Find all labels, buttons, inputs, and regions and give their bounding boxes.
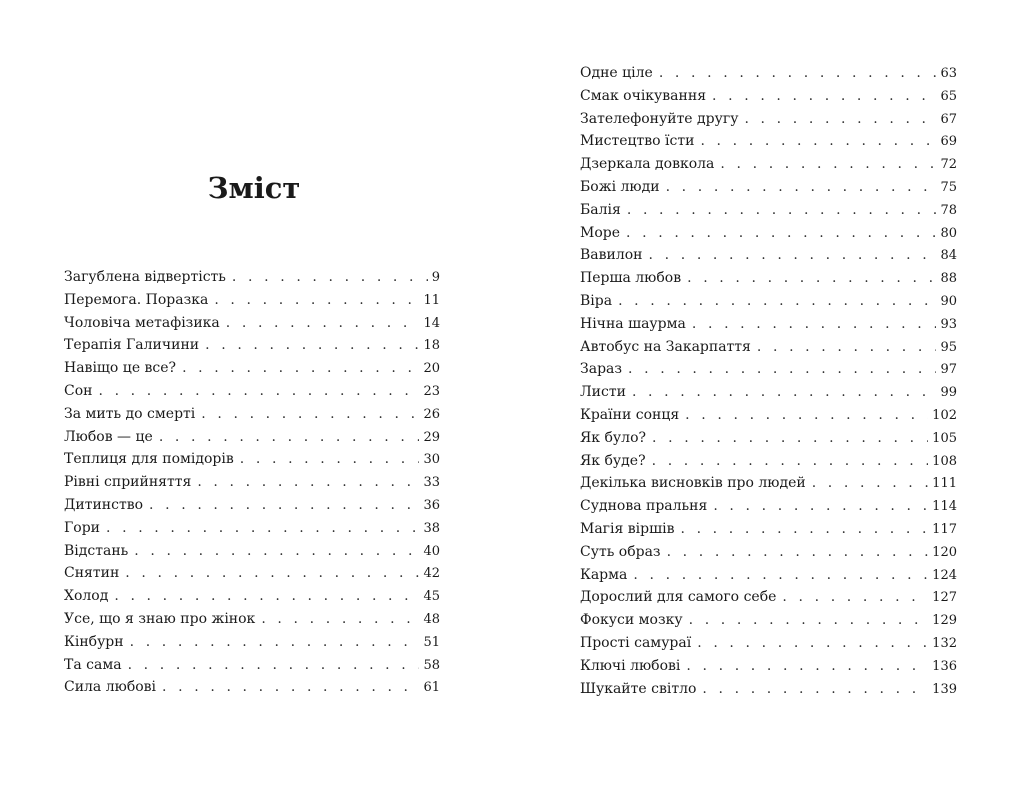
toc-entry-title: Балія	[580, 201, 621, 218]
toc-entry-page-number: 117	[932, 521, 957, 537]
dot-leader	[182, 357, 419, 380]
toc-entry	[580, 130, 957, 153]
dot-leader	[618, 290, 936, 313]
dot-leader	[162, 676, 419, 699]
toc-entry-title: Загублена відвертість	[64, 269, 226, 285]
toc-entry-title: Карма	[580, 566, 628, 583]
toc-entry	[580, 427, 957, 450]
dot-leader	[627, 199, 937, 222]
dot-leader	[666, 176, 937, 199]
toc-entry-title: Перша любов	[580, 270, 682, 287]
dot-leader	[720, 153, 936, 176]
toc-entry-page-number: 129	[932, 613, 957, 629]
dot-leader	[652, 450, 929, 473]
toc-entry	[64, 562, 440, 585]
toc-entry	[580, 290, 957, 313]
dot-leader	[130, 631, 420, 654]
toc-entry-page-number: 124	[932, 567, 957, 583]
dot-leader	[680, 518, 928, 541]
toc-entry	[580, 541, 957, 564]
toc-entry-title: Країни сонця	[580, 406, 680, 423]
toc-entry-page-number: 97	[940, 362, 957, 378]
toc-entry-page-number: 11	[423, 292, 440, 308]
toc-entry	[580, 108, 957, 131]
toc-list-right	[580, 62, 957, 700]
dot-leader	[757, 336, 937, 359]
toc-entry-title: Шукайте світло	[580, 680, 697, 697]
dot-leader	[632, 381, 937, 404]
toc-entry	[580, 336, 957, 359]
toc-entry	[64, 494, 440, 517]
toc-entry	[580, 632, 957, 655]
toc-entry-title: Віра	[580, 292, 613, 309]
toc-entry	[580, 199, 957, 222]
toc-entry	[64, 334, 440, 357]
toc-list-left	[64, 266, 440, 699]
toc-entry	[580, 404, 957, 427]
dot-leader	[652, 427, 928, 450]
toc-entry	[580, 609, 957, 632]
toc-entry-title: Відстань	[64, 542, 129, 559]
toc-entry	[64, 631, 440, 654]
toc-entry-title: Усе, що я знаю про жінок	[64, 610, 256, 627]
dot-leader	[205, 334, 419, 357]
toc-entry-page-number: 40	[423, 543, 440, 559]
toc-entry-title: Автобус на Закарпаття	[580, 338, 751, 355]
dot-leader	[697, 632, 928, 655]
dot-leader	[114, 585, 419, 608]
toc-entry	[580, 678, 957, 701]
toc-entry-page-number: 42	[423, 566, 440, 582]
toc-entry-page-number: 48	[423, 611, 440, 627]
toc-entry	[580, 655, 957, 678]
toc-entry-page-number: 23	[423, 383, 440, 399]
toc-entry-title: Прості самураї	[580, 634, 692, 651]
toc-entry-page-number: 29	[423, 429, 440, 445]
toc-entry	[580, 222, 957, 245]
dot-leader	[134, 540, 419, 563]
toc-entry-title: Гори	[64, 519, 100, 536]
toc-entry-title: Як буде?	[580, 452, 646, 469]
toc-entry-page-number: 132	[932, 635, 957, 651]
toc-entry-title: Дорослий для самого себе	[580, 589, 777, 606]
toc-entry-title: Ключі любові	[580, 657, 681, 674]
toc-entry	[64, 471, 440, 494]
dot-leader	[214, 289, 419, 312]
toc-entry	[580, 518, 957, 541]
toc-entry	[64, 357, 440, 380]
toc-entry	[580, 586, 957, 609]
toc-entry	[64, 289, 440, 312]
toc-entry-title: Листи	[580, 384, 626, 401]
toc-entry-title: Суднова пральня	[580, 498, 708, 515]
dot-leader	[159, 426, 420, 449]
toc-entry-page-number: 61	[423, 680, 440, 696]
toc-entry-title: Кінбурн	[64, 633, 124, 650]
toc-entry-page-number: 26	[423, 406, 440, 422]
toc-entry-page-number: 127	[932, 590, 957, 606]
toc-entry	[64, 380, 440, 403]
toc-entry-title: Навіщо це все?	[64, 360, 177, 377]
toc-entry	[580, 244, 957, 267]
dot-leader	[702, 678, 928, 701]
toc-entry-page-number: 63	[940, 66, 957, 81]
toc-entry	[580, 62, 957, 85]
toc-entry-title: Нічна шаурма	[580, 315, 686, 332]
toc-entry	[580, 267, 957, 290]
dot-leader	[692, 313, 937, 336]
dot-leader	[149, 494, 419, 517]
dot-leader	[98, 380, 419, 403]
toc-entry-page-number: 20	[423, 361, 440, 377]
dot-leader	[712, 85, 936, 108]
toc-entry-page-number: 99	[940, 385, 957, 401]
toc-entry-title: Магія віршів	[580, 520, 675, 537]
dot-leader	[782, 586, 928, 609]
dot-leader	[689, 609, 929, 632]
toc-entry-page-number: 9	[431, 270, 440, 285]
toc-entry-title: Любов — це	[64, 428, 153, 445]
toc-entry-title: Сила любові	[64, 679, 157, 696]
toc-entry-title: Снятин	[64, 565, 120, 582]
toc-entry	[580, 176, 957, 199]
dot-leader	[687, 267, 936, 290]
dot-leader	[232, 266, 428, 289]
toc-entry	[580, 495, 957, 518]
toc-entry-title: Зараз	[580, 361, 623, 378]
dot-leader	[201, 403, 419, 426]
toc-entry-title: Море	[580, 224, 621, 241]
toc-entry-page-number: 114	[932, 499, 957, 515]
toc-entry-page-number: 38	[423, 520, 440, 536]
toc-entry-title: Теплиця для помідорів	[64, 451, 234, 468]
toc-entry-title: Та сама	[64, 656, 122, 673]
dot-leader	[628, 358, 936, 381]
toc-entry-page-number: 72	[940, 157, 957, 173]
dot-leader	[700, 130, 936, 153]
dot-leader	[744, 108, 936, 131]
toc-entry-title: Смак очікування	[580, 87, 707, 104]
toc-entry-title: Холод	[64, 588, 109, 605]
toc-entry-page-number: 51	[423, 634, 440, 650]
toc-entry-page-number: 108	[932, 453, 957, 469]
toc-entry-page-number: 36	[423, 497, 440, 513]
toc-entry	[64, 448, 440, 471]
toc-entry	[580, 153, 957, 176]
dot-leader	[686, 655, 928, 678]
toc-entry-title: Суть образ	[580, 543, 661, 560]
toc-entry-page-number: 58	[423, 657, 440, 673]
toc-entry	[580, 450, 957, 473]
toc-entry	[64, 266, 440, 289]
toc-entry-page-number: 65	[940, 88, 957, 104]
toc-entry-page-number: 136	[932, 658, 957, 674]
toc-title: Зміст	[207, 171, 301, 205]
toc-entry-title: Як було?	[580, 429, 647, 446]
toc-entry-page-number: 139	[932, 681, 957, 697]
toc-entry	[64, 426, 440, 449]
toc-entry-page-number: 105	[932, 430, 957, 446]
toc-entry-page-number: 111	[932, 476, 957, 492]
toc-entry-title: Дитинство	[64, 496, 144, 513]
toc-entry	[64, 585, 440, 608]
dot-leader	[197, 471, 419, 494]
toc-entry	[580, 313, 957, 336]
dot-leader	[226, 312, 420, 335]
dot-leader	[713, 495, 928, 518]
toc-entry-page-number: 69	[940, 134, 957, 150]
toc-entry-page-number: 84	[940, 248, 957, 264]
toc-entry-page-number: 120	[932, 544, 957, 560]
toc-entry-page-number: 14	[423, 315, 440, 331]
dot-leader	[812, 472, 928, 495]
toc-entry	[64, 608, 440, 631]
toc-entry	[64, 403, 440, 426]
toc-entry-title: Терапія Галичини	[64, 337, 200, 354]
toc-entry-page-number: 45	[423, 589, 440, 605]
dot-leader	[125, 562, 419, 585]
toc-entry-page-number: 75	[940, 179, 957, 195]
toc-entry-title: Дзеркала довкола	[580, 156, 715, 173]
dot-leader	[685, 404, 928, 427]
toc-entry-page-number: 80	[940, 225, 957, 241]
toc-entry	[64, 312, 440, 335]
dot-leader	[128, 654, 420, 677]
toc-entry	[580, 564, 957, 587]
dot-leader	[667, 541, 929, 564]
toc-entry-page-number: 90	[940, 293, 957, 309]
toc-entry	[580, 381, 957, 404]
toc-entry-title: Сон	[64, 382, 93, 399]
dot-leader	[633, 564, 928, 587]
dot-leader	[261, 608, 419, 631]
toc-entry-title: Рівні сприйняття	[64, 474, 192, 491]
toc-entry-page-number: 67	[940, 111, 957, 127]
toc-entry-title: Вавилон	[580, 247, 643, 264]
toc-entry-page-number: 93	[940, 316, 957, 332]
dot-leader	[626, 222, 936, 245]
toc-entry-title: Чоловіча метафізика	[64, 314, 220, 331]
dot-leader	[649, 244, 937, 267]
toc-entry-title: Фокуси мозку	[580, 612, 683, 629]
toc-entry	[580, 472, 957, 495]
toc-entry	[64, 517, 440, 540]
toc-entry-page-number: 18	[423, 338, 440, 354]
toc-entry	[64, 654, 440, 677]
dot-leader	[659, 62, 937, 85]
toc-entry-page-number: 78	[940, 202, 957, 218]
toc-entry-title: Мистецтво їсти	[580, 133, 695, 150]
toc-entry	[64, 676, 440, 699]
dot-leader	[106, 517, 419, 540]
toc-entry-page-number: 33	[423, 475, 440, 491]
toc-entry-title: Одне ціле	[580, 65, 653, 81]
toc-entry-title: Перемога. Поразка	[64, 291, 209, 308]
toc-entry-title: Декілька висновків про людей	[580, 475, 806, 492]
dot-leader	[240, 448, 420, 471]
toc-entry-title: За мить до смерті	[64, 405, 196, 422]
toc-entry	[580, 358, 957, 381]
toc-entry-page-number: 102	[932, 407, 957, 423]
toc-entry-title: Божі люди	[580, 178, 660, 195]
toc-entry	[580, 85, 957, 108]
toc-entry	[64, 540, 440, 563]
toc-entry-page-number: 95	[940, 339, 957, 355]
toc-entry-title: Зателефонуйте другу	[580, 110, 739, 127]
toc-entry-page-number: 88	[940, 271, 957, 287]
toc-entry-page-number: 30	[423, 452, 440, 468]
